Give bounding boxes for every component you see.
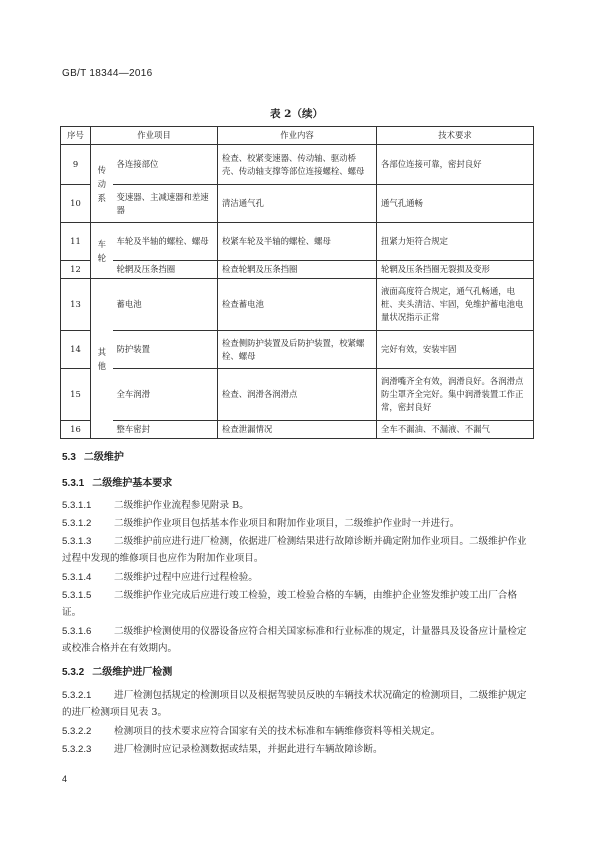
tech-requirement: 扭紧力矩符合规定 bbox=[377, 223, 534, 261]
work-content: 检查蓄电池 bbox=[218, 279, 377, 331]
work-item: 变速器、主减速器和差速器 bbox=[113, 185, 218, 223]
tech-requirement: 轮辋及压条挡圈无裂损及变形 bbox=[377, 261, 534, 279]
work-item: 整车密封 bbox=[113, 421, 218, 439]
tech-requirement: 液面高度符合规定，通气孔畅通，电桩、夹头清洁、牢固，免维护蓄电池电量状况指示正常 bbox=[377, 279, 534, 331]
row-number: 10 bbox=[61, 185, 91, 223]
tech-requirement: 润滑嘴齐全有效，润滑良好。各润滑点防尘罩齐全完好。集中润滑装置工作正常，密封良好 bbox=[377, 369, 534, 421]
section-heading: 5.3.2 二级维护进厂检测 bbox=[62, 667, 173, 678]
col-header-no: 序号 bbox=[61, 127, 91, 145]
row-number: 13 bbox=[61, 279, 91, 331]
table-title: 表 2（续） bbox=[270, 108, 323, 120]
tech-requirement: 通气孔通畅 bbox=[377, 185, 534, 223]
paragraph: 5.3.1.3 二级维护前应进行进厂检测，依据进厂检测结果进行故障诊断并确定附加作业项目。二级维护作业过程中发现的维修项目也应作为附加作业项目。 bbox=[62, 536, 527, 564]
row-number: 9 bbox=[61, 145, 91, 185]
row-number: 15 bbox=[61, 369, 91, 421]
col-header-content: 作业内容 bbox=[218, 127, 377, 145]
paragraph: 5.3.2.1 进厂检测包括规定的检测项目以及根据驾驶员反映的车辆技术状况确定的检测项目，二级维护规定的进厂检测项目见表 3。 bbox=[62, 690, 527, 718]
col-header-item: 作业项目 bbox=[91, 127, 218, 145]
work-item: 轮辋及压条挡圈 bbox=[113, 261, 218, 279]
work-item: 防护装置 bbox=[113, 331, 218, 369]
col-header-requirement: 技术要求 bbox=[377, 127, 534, 145]
row-number: 14 bbox=[61, 331, 91, 369]
table-row bbox=[61, 331, 534, 369]
maintenance-table bbox=[60, 126, 534, 439]
work-item: 全车润滑 bbox=[113, 369, 218, 421]
work-content: 清洁通气孔 bbox=[218, 185, 377, 223]
work-item: 各连接部位 bbox=[113, 145, 218, 185]
table-row bbox=[61, 261, 534, 279]
work-content: 检查、校紧变速器、传动轴、驱动桥壳、传动轴支撑等部位连接螺栓、螺母 bbox=[218, 145, 377, 185]
table-row bbox=[61, 185, 534, 223]
work-content: 检查轮辋及压条挡圈 bbox=[218, 261, 377, 279]
section-heading: 5.3 二级维护 bbox=[62, 452, 124, 463]
paragraph: 5.3.1.1 二级维护作业流程参见附录 B。 bbox=[62, 500, 249, 511]
paragraph: 5.3.1.5 二级维护作业完成后应进行竣工检验，竣工检验合格的车辆，由维护企业签发维护竣工出厂合格证。 bbox=[62, 590, 517, 618]
row-number: 11 bbox=[61, 223, 91, 261]
group-label-wheel: 车 轮 bbox=[91, 223, 113, 279]
table-row bbox=[61, 421, 534, 439]
paragraph: 5.3.2.3 进厂检测时应记录检测数据或结果，并据此进行车辆故障诊断。 bbox=[62, 744, 383, 755]
row-number: 16 bbox=[61, 421, 91, 439]
row-number: 12 bbox=[61, 261, 91, 279]
tech-requirement: 全车不漏油、不漏液、不漏气 bbox=[377, 421, 534, 439]
page-number: 4 bbox=[62, 774, 68, 784]
work-item: 蓄电池 bbox=[113, 279, 218, 331]
paragraph: 5.3.1.2 二级维护作业项目包括基本作业项目和附加作业项目，二级维护作业时一并进行。 bbox=[62, 518, 460, 529]
table-row bbox=[61, 279, 534, 331]
work-content: 检查侧防护装置及后防护装置，校紧螺栓、螺母 bbox=[218, 331, 377, 369]
paragraph: 5.3.1.4 二级维护过程中应进行过程检验。 bbox=[62, 572, 258, 583]
tech-requirement: 完好有效，安装牢固 bbox=[377, 331, 534, 369]
tech-requirement: 各部位连接可靠，密封良好 bbox=[377, 145, 534, 185]
group-label-other: 其 他 bbox=[91, 279, 113, 439]
standard-number: GB/T 18344—2016 bbox=[62, 68, 153, 79]
work-content: 校紧车轮及半轴的螺栓、螺母 bbox=[218, 223, 377, 261]
work-content: 检查泄漏情况 bbox=[218, 421, 377, 439]
table-row bbox=[61, 369, 534, 421]
table-row bbox=[61, 145, 534, 185]
work-item: 车轮及半轴的螺栓、螺母 bbox=[113, 223, 218, 261]
table-row bbox=[61, 223, 534, 261]
paragraph: 5.3.1.6 二级维护检测使用的仪器设备应符合相关国家标准和行业标准的规定，计量器具及设备应计量检定或校准合格并在有效期内。 bbox=[62, 626, 527, 654]
work-content: 检查、润滑各润滑点 bbox=[218, 369, 377, 421]
section-heading: 5.3.1 二级维护基本要求 bbox=[62, 478, 173, 489]
paragraph: 5.3.2.2 检测项目的技术要求应符合国家有关的技术标准和车辆维修资料等相关规定。 bbox=[62, 726, 441, 737]
group-label-transmission: 传 动 系 bbox=[91, 145, 113, 223]
table-header-row bbox=[61, 127, 534, 145]
